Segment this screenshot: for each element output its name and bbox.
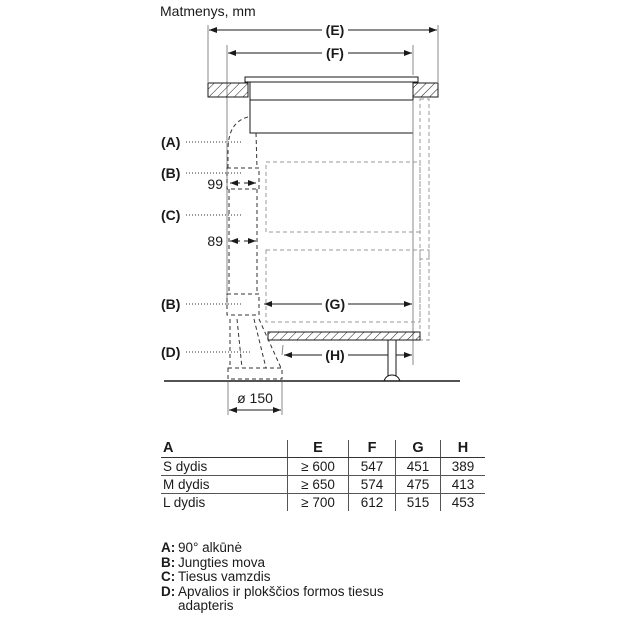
- dimension-99-label: 99: [207, 176, 223, 192]
- cell-e: ≥ 700: [288, 494, 349, 512]
- cell-h: 389: [441, 458, 486, 476]
- cabinet-leg: [384, 340, 400, 381]
- dimension-diameter-label: ø 150: [237, 390, 273, 406]
- header-f: F: [349, 440, 396, 458]
- part-label-d: [161, 344, 250, 360]
- cell-h: 413: [441, 476, 486, 494]
- dimension-h-label: (H): [325, 347, 345, 363]
- size-table: [161, 440, 485, 511]
- dimension-diameter: [228, 382, 282, 415]
- cell-size: M dydis: [161, 476, 288, 494]
- svg-text:(A): (A): [161, 134, 181, 150]
- cell-f: 547: [349, 458, 396, 476]
- part-label-b1: [161, 165, 243, 181]
- svg-text:(C): (C): [161, 207, 181, 223]
- diagram-title: Matmenys, mm: [160, 3, 256, 19]
- adapter-d: [228, 319, 282, 379]
- svg-text:(D): (D): [161, 344, 181, 360]
- svg-text:(B): (B): [161, 296, 181, 312]
- cell-h: 453: [441, 494, 486, 512]
- cell-e: ≥ 600: [288, 458, 349, 476]
- dimension-g: [264, 296, 412, 312]
- legend-item-c: C: Tiesus vamzdis: [161, 569, 271, 584]
- cell-f: 574: [349, 476, 396, 494]
- legend-item-d: D: Apvalios ir plokščios formos tiesus adapteris: [161, 583, 384, 613]
- dimension-99: [207, 176, 256, 192]
- parts-legend: [161, 541, 408, 614]
- part-label-b2: [161, 296, 243, 312]
- table-row: [161, 476, 485, 494]
- table-row: [161, 494, 485, 512]
- dimension-g-label: (G): [324, 296, 346, 312]
- base-shelf: [268, 332, 420, 340]
- cell-e: ≥ 650: [288, 476, 349, 494]
- dimension-89-label: 89: [207, 233, 223, 249]
- cell-g: 475: [396, 476, 441, 494]
- dimension-e-label: (E): [325, 22, 345, 38]
- svg-text:(B): (B): [161, 165, 181, 181]
- part-label-a: [161, 134, 243, 150]
- table-header-row: [161, 440, 485, 458]
- legend-item-a: A: 90° alkūnė: [161, 540, 242, 555]
- cell-f: 612: [349, 494, 396, 512]
- header-e: E: [288, 440, 349, 458]
- cell-size: L dydis: [163, 495, 206, 510]
- legend-item-b: B: Jungties mova: [161, 554, 266, 570]
- header-h: H: [441, 440, 486, 458]
- part-label-c: [161, 207, 243, 223]
- cell-size: S dydis: [161, 458, 288, 476]
- cell-g: 451: [396, 458, 441, 476]
- dimension-e: [208, 22, 438, 82]
- table-row: [161, 458, 485, 476]
- hob-unit: [245, 77, 418, 133]
- cell-g: 515: [396, 494, 441, 512]
- coupling-b1: [227, 168, 259, 189]
- header-g: G: [396, 440, 441, 458]
- header-a: A: [161, 440, 288, 458]
- dimension-f-label: (F): [326, 45, 344, 61]
- cabinet-side: [420, 99, 429, 340]
- dimension-89: [207, 233, 256, 249]
